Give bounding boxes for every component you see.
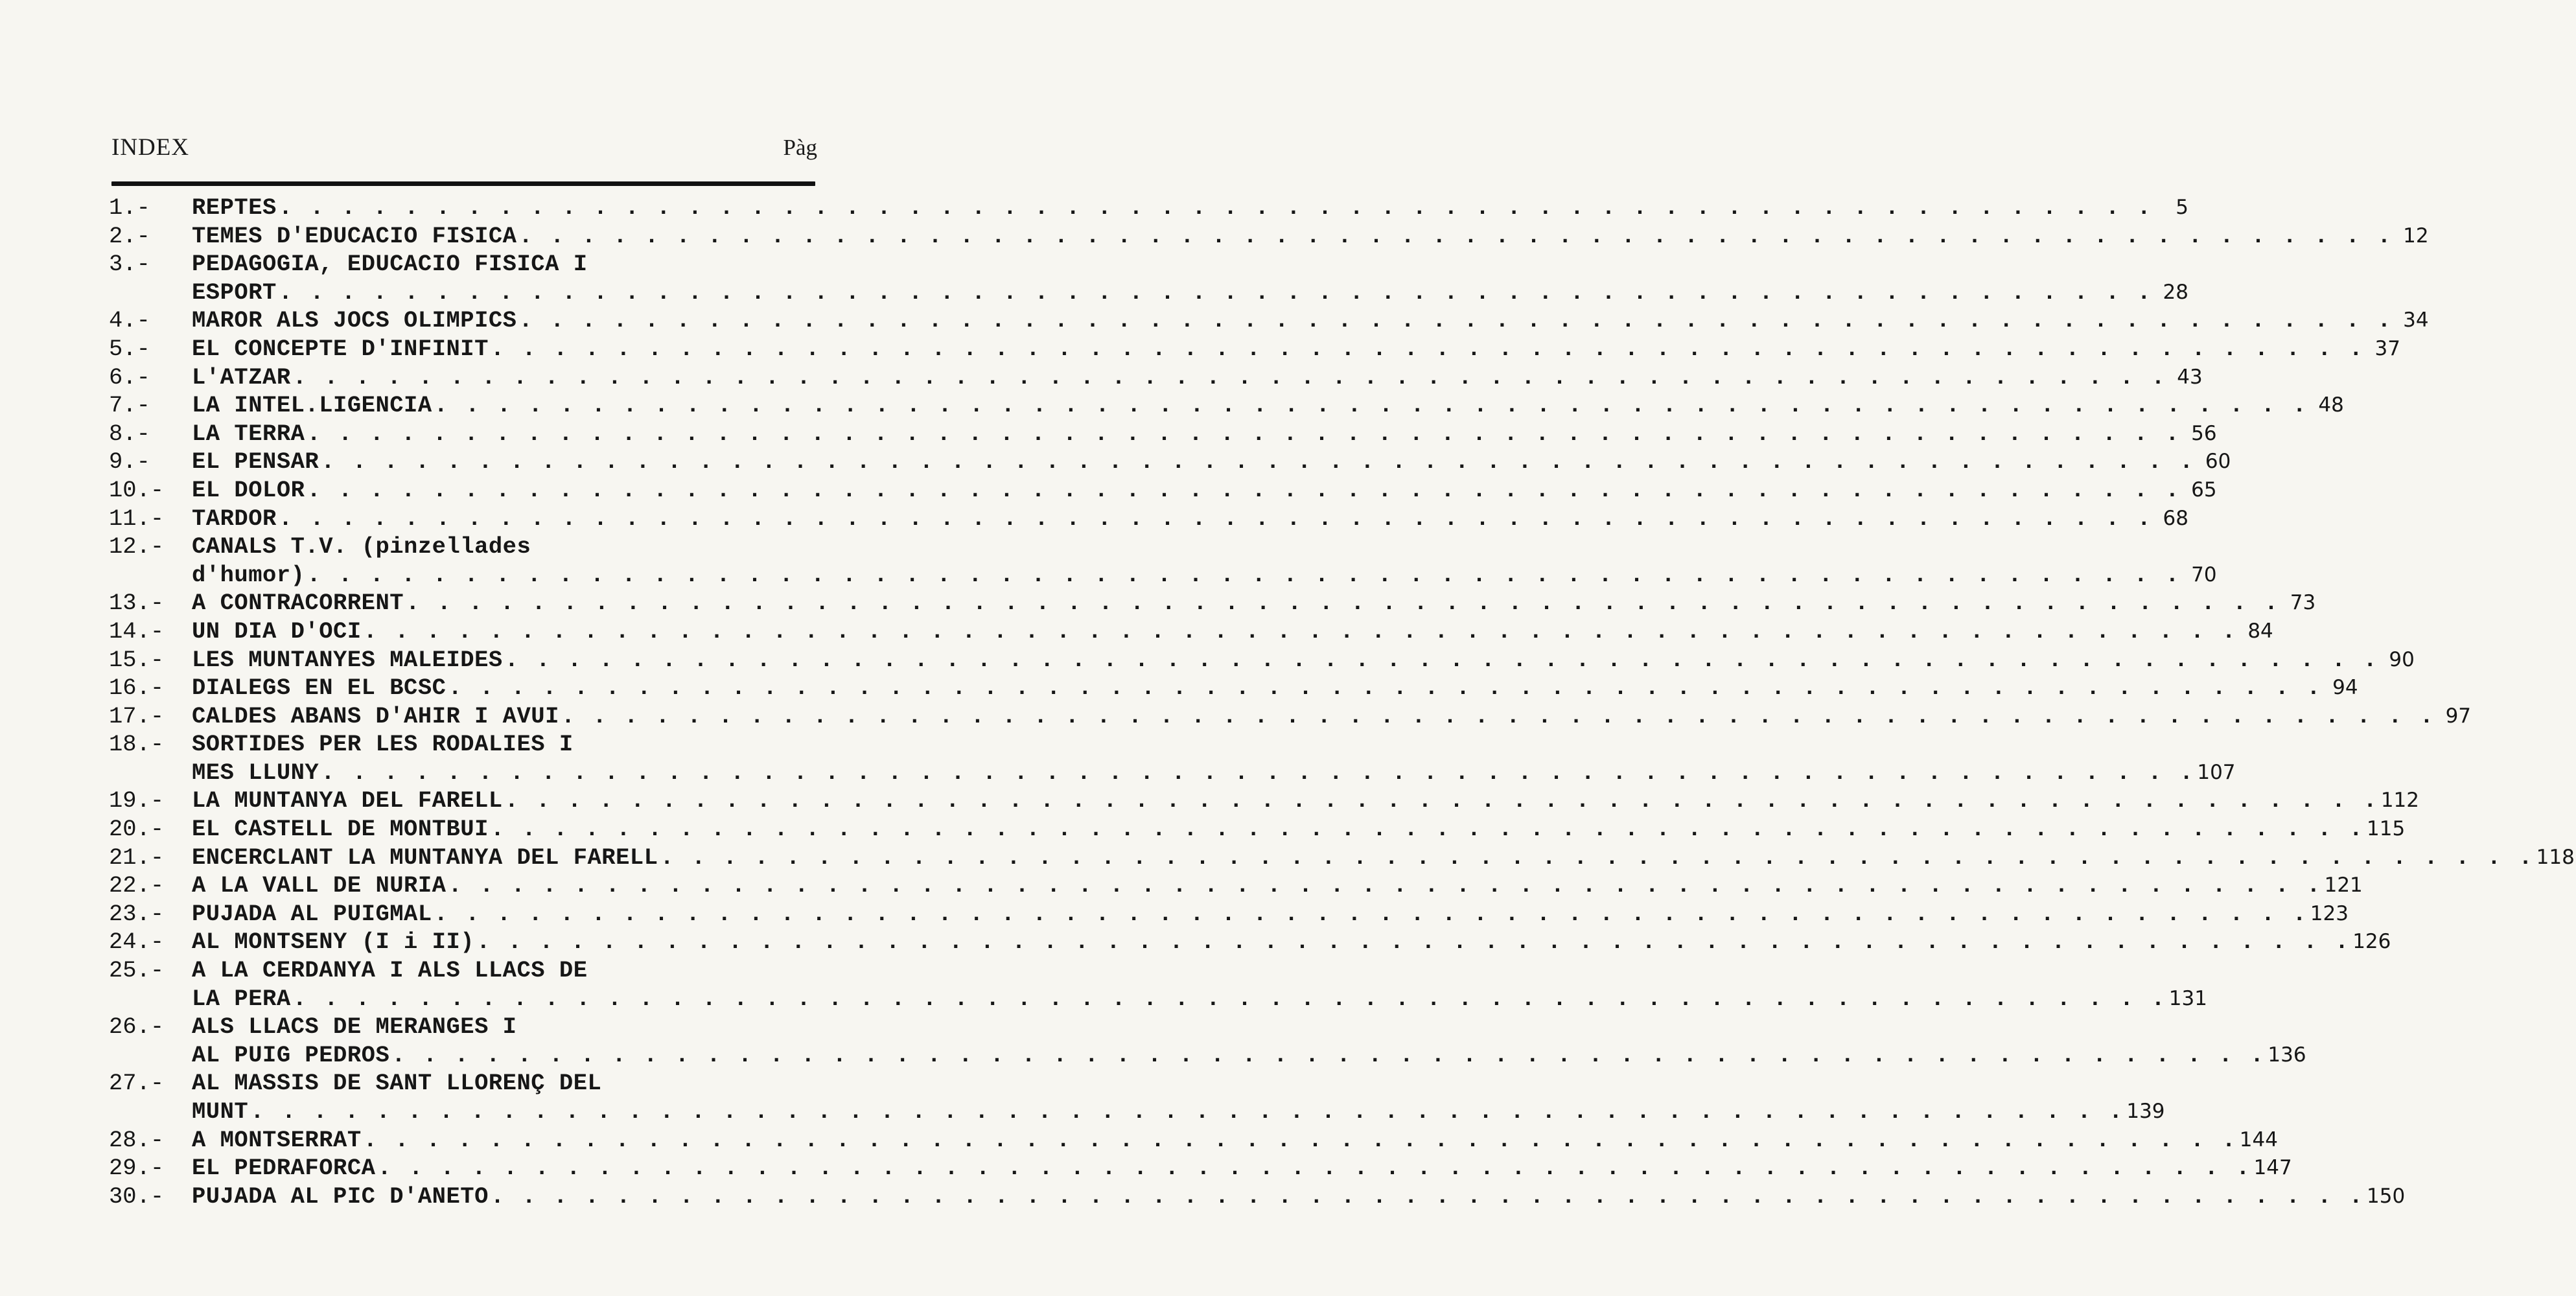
toc-entry-line [109, 646, 2415, 675]
toc-entry [109, 844, 2575, 872]
toc-entry-line [109, 1041, 2306, 1070]
entry-page-number: 68 [2163, 506, 2188, 530]
toc-entry [109, 900, 2349, 929]
toc-entry-line [109, 561, 2217, 590]
entry-number: 4.- [109, 307, 150, 334]
entry-title: EL CONCEPTE D'INFINIT [192, 335, 489, 362]
toc-entry [109, 1154, 2292, 1183]
entry-number: 28.- [109, 1126, 165, 1153]
entry-page-number: 37 [2374, 336, 2400, 360]
toc-entry-line [109, 1069, 815, 1098]
entry-page-number: 56 [2191, 421, 2217, 445]
toc-entry [109, 787, 2419, 815]
entry-page-number: 94 [2332, 676, 2358, 700]
entry-page-number: 48 [2318, 393, 2344, 417]
dot-leader: . . . . . . . . . . . . . . . . . . . . . . . . . . . . . . . . . . . . . . . . . . . . . . . . . . . . . . . . . . . . [307, 420, 2181, 447]
dot-leader: . . . . . . . . . . . . . . . . . . . . . . . . . . . . . . . . . . . . . . . . . . . . . . . . . . . . . . . . . . . . [292, 985, 2167, 1012]
toc-entry-line [109, 194, 2188, 222]
toc-entry-line [109, 1183, 2406, 1211]
entry-page-number: 12 [2403, 224, 2429, 248]
toc-entry [109, 250, 2188, 307]
toc-entry-line [109, 476, 2217, 505]
dot-leader: . . . . . . . . . . . . . . . . . . . . . . . . . . . . . . . . . . . . . . . . . . . . . . . . . . . . . . . . . . . . [292, 364, 2167, 391]
toc-entry [109, 420, 2217, 448]
toc-entry [109, 928, 2391, 956]
dot-leader: . . . . . . . . . . . . . . . . . . . . . . . . . . . . . . . . . . . . . . . . . . . . . . . . . . . . . . . . . . . . [448, 675, 2323, 702]
entry-title: TEMES D'EDUCACIO FISICA [192, 222, 517, 249]
entry-title: PEDAGOGIA, EDUCACIO FISICA I [192, 251, 588, 278]
toc-entry [109, 505, 2188, 533]
entry-number: 9.- [109, 448, 150, 476]
entry-page-number: 150 [2367, 1184, 2406, 1208]
toc-entry-line [109, 702, 2472, 731]
toc-entry [109, 646, 2415, 675]
toc-entry [109, 815, 2406, 844]
toc-entry-line [109, 533, 815, 561]
index-heading [111, 133, 817, 166]
entry-title: LA TERRA [192, 420, 305, 447]
entry-number: 11.- [109, 505, 165, 532]
entry-title: LES MUNTANYES MALEIDES [192, 646, 503, 673]
entry-number: 2.- [109, 222, 150, 249]
entry-page-number: 34 [2403, 308, 2429, 332]
toc-entry-line [109, 815, 2406, 844]
entry-page-number: 112 [2380, 789, 2419, 813]
entry-page-number: 73 [2290, 591, 2316, 615]
dot-leader: . . . . . . . . . . . . . . . . . . . . . . . . . . . . . . . . . . . . . . . . . . . . . . . . . . . . . . . . . . . . [518, 222, 2393, 249]
entry-title: MUNT [192, 1098, 249, 1125]
entry-page-number: 131 [2168, 986, 2207, 1010]
toc-entry-line [109, 900, 2349, 929]
entry-title: EL DOLOR [192, 476, 305, 503]
toc-entry-line [109, 759, 2236, 787]
entry-page-number: 65 [2191, 478, 2217, 502]
toc-entry [109, 589, 2316, 618]
entry-page-number: 121 [2324, 874, 2363, 897]
toc-entry-line [109, 1098, 2165, 1126]
toc-entry [109, 194, 2188, 222]
toc-entry [109, 476, 2217, 505]
entry-title: AL PUIG PEDROS [192, 1041, 390, 1069]
toc-entry [109, 222, 2429, 251]
dot-leader: . . . . . . . . . . . . . . . . . . . . . . . . . . . . . . . . . . . . . . . . . . . . . . . . . . . . . . . . . . . . [250, 1098, 2125, 1125]
entry-number: 12.- [109, 533, 165, 561]
toc-entry [109, 364, 2203, 392]
entry-number: 7.- [109, 392, 150, 419]
toc-entry-line [109, 391, 2344, 420]
dot-leader: . . . . . . . . . . . . . . . . . . . . . . . . . . . . . . . . . . . . . . . . . . . . . . . . . . . . . . . . . . . . [490, 816, 2365, 843]
toc-entry [109, 533, 2217, 589]
entry-page-number: 5 [2176, 196, 2188, 219]
entry-title: AL MONTSENY (I i II) [192, 929, 475, 956]
entry-title: A LA CERDANYA I ALS LLACS DE [192, 957, 588, 984]
dot-leader: . . . . . . . . . . . . . . . . . . . . . . . . . . . . . . . . . . . . . . . . . . . . . . . . . . . . . . . . . . . . [660, 844, 2535, 871]
toc-entry [109, 307, 2429, 335]
toc-entry [109, 1126, 2278, 1155]
dot-leader: . . . . . . . . . . . . . . . . . . . . . . . . . . . . . . . . . . . . . . . . . . . . . . . . . . . . . . . . . . . . [377, 1155, 2252, 1182]
entry-title: LA PERA [192, 985, 291, 1012]
entry-title: A MONTSERRAT [192, 1126, 362, 1153]
entry-number: 19.- [109, 787, 165, 815]
entry-number: 30.- [109, 1183, 165, 1210]
table-of-contents [109, 194, 2575, 1210]
entry-page-number: 126 [2352, 930, 2391, 954]
toc-entry-line [109, 222, 2429, 251]
toc-entry-line [109, 674, 2358, 702]
toc-entry-line [109, 279, 2188, 307]
entry-title: SORTIDES PER LES RODALIES I [192, 731, 574, 758]
entry-number: 23.- [109, 900, 165, 927]
entry-title: AL MASSIS DE SANT LLORENÇ DEL [192, 1070, 602, 1097]
dot-leader: . . . . . . . . . . . . . . . . . . . . . . . . . . . . . . . . . . . . . . . . . . . . . . . . . . . . . . . . . . . . [307, 476, 2181, 503]
toc-entry-line [109, 505, 2188, 533]
toc-entry-line [109, 618, 2273, 646]
dot-leader: . . . . . . . . . . . . . . . . . . . . . . . . . . . . . . . . . . . . . . . . . . . . . . . . . . . . . . . . . . . . [448, 872, 2323, 899]
entry-page-number: 84 [2247, 619, 2273, 643]
entry-page-number: 118 [2536, 845, 2575, 869]
toc-entry [109, 618, 2273, 646]
entry-number: 13.- [109, 590, 165, 617]
toc-entry-line [109, 1126, 2278, 1155]
entry-title: LA MUNTANYA DEL FARELL [192, 787, 503, 815]
entry-title: UN DIA D'OCI [192, 618, 362, 645]
dot-leader: . . . . . . . . . . . . . . . . . . . . . . . . . . . . . . . . . . . . . . . . . . . . . . . . . . . . . . . . . . . . [434, 392, 2308, 419]
toc-entry-line [109, 1013, 815, 1041]
entry-title: d'humor) [192, 561, 305, 588]
entry-number: 16.- [109, 675, 165, 702]
toc-entry [109, 448, 2231, 476]
entry-page-number: 139 [2126, 1100, 2165, 1123]
dot-leader: . . . . . . . . . . . . . . . . . . . . . . . . . . . . . . . . . . . . . . . . . . . . . . . . . . . . . . . . . . . . [391, 1041, 2266, 1069]
entry-page-number: 115 [2367, 817, 2406, 841]
dot-leader: . . . . . . . . . . . . . . . . . . . . . . . . . . . . . . . . . . . . . . . . . . . . . . . . . . . . . . . . . . . . [518, 307, 2393, 334]
entry-title: MAROR ALS JOCS OLIMPICS [192, 307, 517, 334]
dot-leader: . . . . . . . . . . . . . . . . . . . . . . . . . . . . . . . . . . . . . . . . . . . . . . . . . . . . . . . . . . . . [278, 505, 2153, 532]
entry-title: PUJADA AL PUIGMAL [192, 900, 432, 927]
toc-entry-line [109, 844, 2575, 872]
entry-number: 17.- [109, 702, 165, 730]
toc-entry [109, 1183, 2406, 1211]
toc-entry-line [109, 730, 815, 759]
toc-entry-line [109, 307, 2429, 335]
toc-entry [109, 335, 2400, 364]
entry-number: 24.- [109, 929, 165, 956]
toc-entry [109, 702, 2472, 731]
entry-number: 29.- [109, 1155, 165, 1182]
toc-entry-line [109, 589, 2316, 618]
entry-title: TARDOR [192, 505, 277, 532]
entry-title: ENCERCLANT LA MUNTANYA DEL FARELL [192, 844, 658, 871]
entry-number: 20.- [109, 816, 165, 843]
entry-page-number: 60 [2205, 450, 2231, 474]
entry-page-number: 97 [2445, 704, 2472, 728]
entry-title: CANALS T.V. (pinzellades [192, 533, 531, 561]
dot-leader: . . . . . . . . . . . . . . . . . . . . . . . . . . . . . . . . . . . . . . . . . . . . . . . . . . . . . . . . . . . . [406, 590, 2280, 617]
dot-leader: . . . . . . . . . . . . . . . . . . . . . . . . . . . . . . . . . . . . . . . . . . . . . . . . . . . . . . . . . . . . [278, 279, 2153, 306]
dot-leader: . . . . . . . . . . . . . . . . . . . . . . . . . . . . . . . . . . . . . . . . . . . . . . . . . . . . . . . . . . . . [321, 448, 2196, 476]
dot-leader: . . . . . . . . . . . . . . . . . . . . . . . . . . . . . . . . . . . . . . . . . . . . . . . . . . . . . . . . . . . . [363, 618, 2238, 645]
dot-leader: . . . . . . . . . . . . . . . . . . . . . . . . . . . . . . . . . . . . . . . . . . . . . . . . . . . . . . . . . . . . [504, 787, 2379, 815]
toc-entry-line [109, 956, 815, 985]
entry-title: LA INTEL.LIGENCIA [192, 392, 432, 419]
entry-title: A CONTRACORRENT [192, 590, 404, 617]
entry-title: REPTES [192, 194, 277, 221]
dot-leader: . . . . . . . . . . . . . . . . . . . . . . . . . . . . . . . . . . . . . . . . . . . . . . . . . . . . . . . . . . . . [490, 1183, 2365, 1210]
toc-entry-line [109, 872, 2363, 900]
entry-title: A LA VALL DE NURIA [192, 872, 447, 899]
entry-title: EL CASTELL DE MONTBUI [192, 816, 489, 843]
toc-entry-line [109, 364, 2203, 392]
toc-entry-line [109, 1154, 2292, 1183]
dot-leader: . . . . . . . . . . . . . . . . . . . . . . . . . . . . . . . . . . . . . . . . . . . . . . . . . . . . . . . . . . . . [490, 335, 2365, 362]
toc-entry [109, 872, 2363, 900]
toc-entry-line [109, 928, 2391, 956]
toc-entry [109, 391, 2344, 420]
entry-number: 10.- [109, 476, 165, 503]
toc-entry-line [109, 985, 2207, 1013]
entry-number: 27.- [109, 1070, 165, 1097]
entry-number: 3.- [109, 251, 150, 278]
toc-entry-line [109, 250, 815, 279]
entry-title: CALDES ABANS D'AHIR I AVUI [192, 702, 559, 730]
entry-title: DIALEGS EN EL BCSC [192, 675, 447, 702]
dot-leader: . . . . . . . . . . . . . . . . . . . . . . . . . . . . . . . . . . . . . . . . . . . . . . . . . . . . . . . . . . . . [561, 702, 2436, 730]
entry-number: 26.- [109, 1013, 165, 1041]
toc-entry [109, 1069, 2165, 1126]
entry-number: 6.- [109, 364, 150, 391]
dot-leader: . . . . . . . . . . . . . . . . . . . . . . . . . . . . . . . . . . . . . . . . . . . . . . . . . . . . . . . . . . . . [278, 194, 2153, 221]
toc-entry-line [109, 787, 2419, 815]
entry-page-number: 123 [2310, 901, 2349, 925]
entry-number: 1.- [109, 194, 150, 221]
entry-title: MES LLUNY [192, 759, 319, 786]
entry-page-number: 136 [2268, 1043, 2306, 1067]
entry-title: EL PENSAR [192, 448, 319, 476]
entry-page-number: 28 [2163, 280, 2188, 304]
entry-number: 8.- [109, 420, 150, 447]
entry-page-number: 70 [2191, 562, 2217, 586]
toc-entry-line [109, 420, 2217, 448]
page-column-label: Pàg [783, 135, 817, 160]
entry-title: EL PEDRAFORCA [192, 1155, 376, 1182]
dot-leader: . . . . . . . . . . . . . . . . . . . . . . . . . . . . . . . . . . . . . . . . . . . . . . . . . . . . . . . . . . . . [363, 1126, 2238, 1153]
entry-number: 22.- [109, 872, 165, 899]
entry-page-number: 43 [2177, 365, 2203, 389]
dot-leader: . . . . . . . . . . . . . . . . . . . . . . . . . . . . . . . . . . . . . . . . . . . . . . . . . . . . . . . . . . . . [434, 900, 2308, 927]
toc-entry-line [109, 448, 2231, 476]
dot-leader: . . . . . . . . . . . . . . . . . . . . . . . . . . . . . . . . . . . . . . . . . . . . . . . . . . . . . . . . . . . . [321, 759, 2196, 786]
dot-leader: . . . . . . . . . . . . . . . . . . . . . . . . . . . . . . . . . . . . . . . . . . . . . . . . . . . . . . . . . . . . [307, 561, 2181, 588]
header-rule [111, 181, 815, 186]
entry-title: L'ATZAR [192, 364, 291, 391]
entry-number: 14.- [109, 618, 165, 645]
toc-entry [109, 956, 2207, 1013]
dot-leader: . . . . . . . . . . . . . . . . . . . . . . . . . . . . . . . . . . . . . . . . . . . . . . . . . . . . . . . . . . . . [476, 929, 2351, 956]
entry-page-number: 107 [2197, 760, 2236, 784]
index-title: INDEX [111, 134, 190, 161]
entry-page-number: 144 [2239, 1128, 2278, 1151]
dot-leader: . . . . . . . . . . . . . . . . . . . . . . . . . . . . . . . . . . . . . . . . . . . . . . . . . . . . . . . . . . . . [504, 646, 2379, 673]
entry-title: ALS LLACS DE MERANGES I [192, 1013, 517, 1041]
toc-entry [109, 1013, 2306, 1069]
toc-entry [109, 674, 2358, 702]
entry-title: ESPORT [192, 279, 277, 306]
entry-number: 15.- [109, 646, 165, 673]
entry-number: 18.- [109, 731, 165, 758]
entry-title: PUJADA AL PIC D'ANETO [192, 1183, 489, 1210]
entry-page-number: 90 [2389, 647, 2415, 671]
entry-number: 5.- [109, 335, 150, 362]
entry-number: 25.- [109, 957, 165, 984]
entry-page-number: 147 [2253, 1156, 2292, 1180]
toc-entry-line [109, 335, 2400, 364]
entry-number: 21.- [109, 844, 165, 871]
toc-entry [109, 730, 2236, 787]
